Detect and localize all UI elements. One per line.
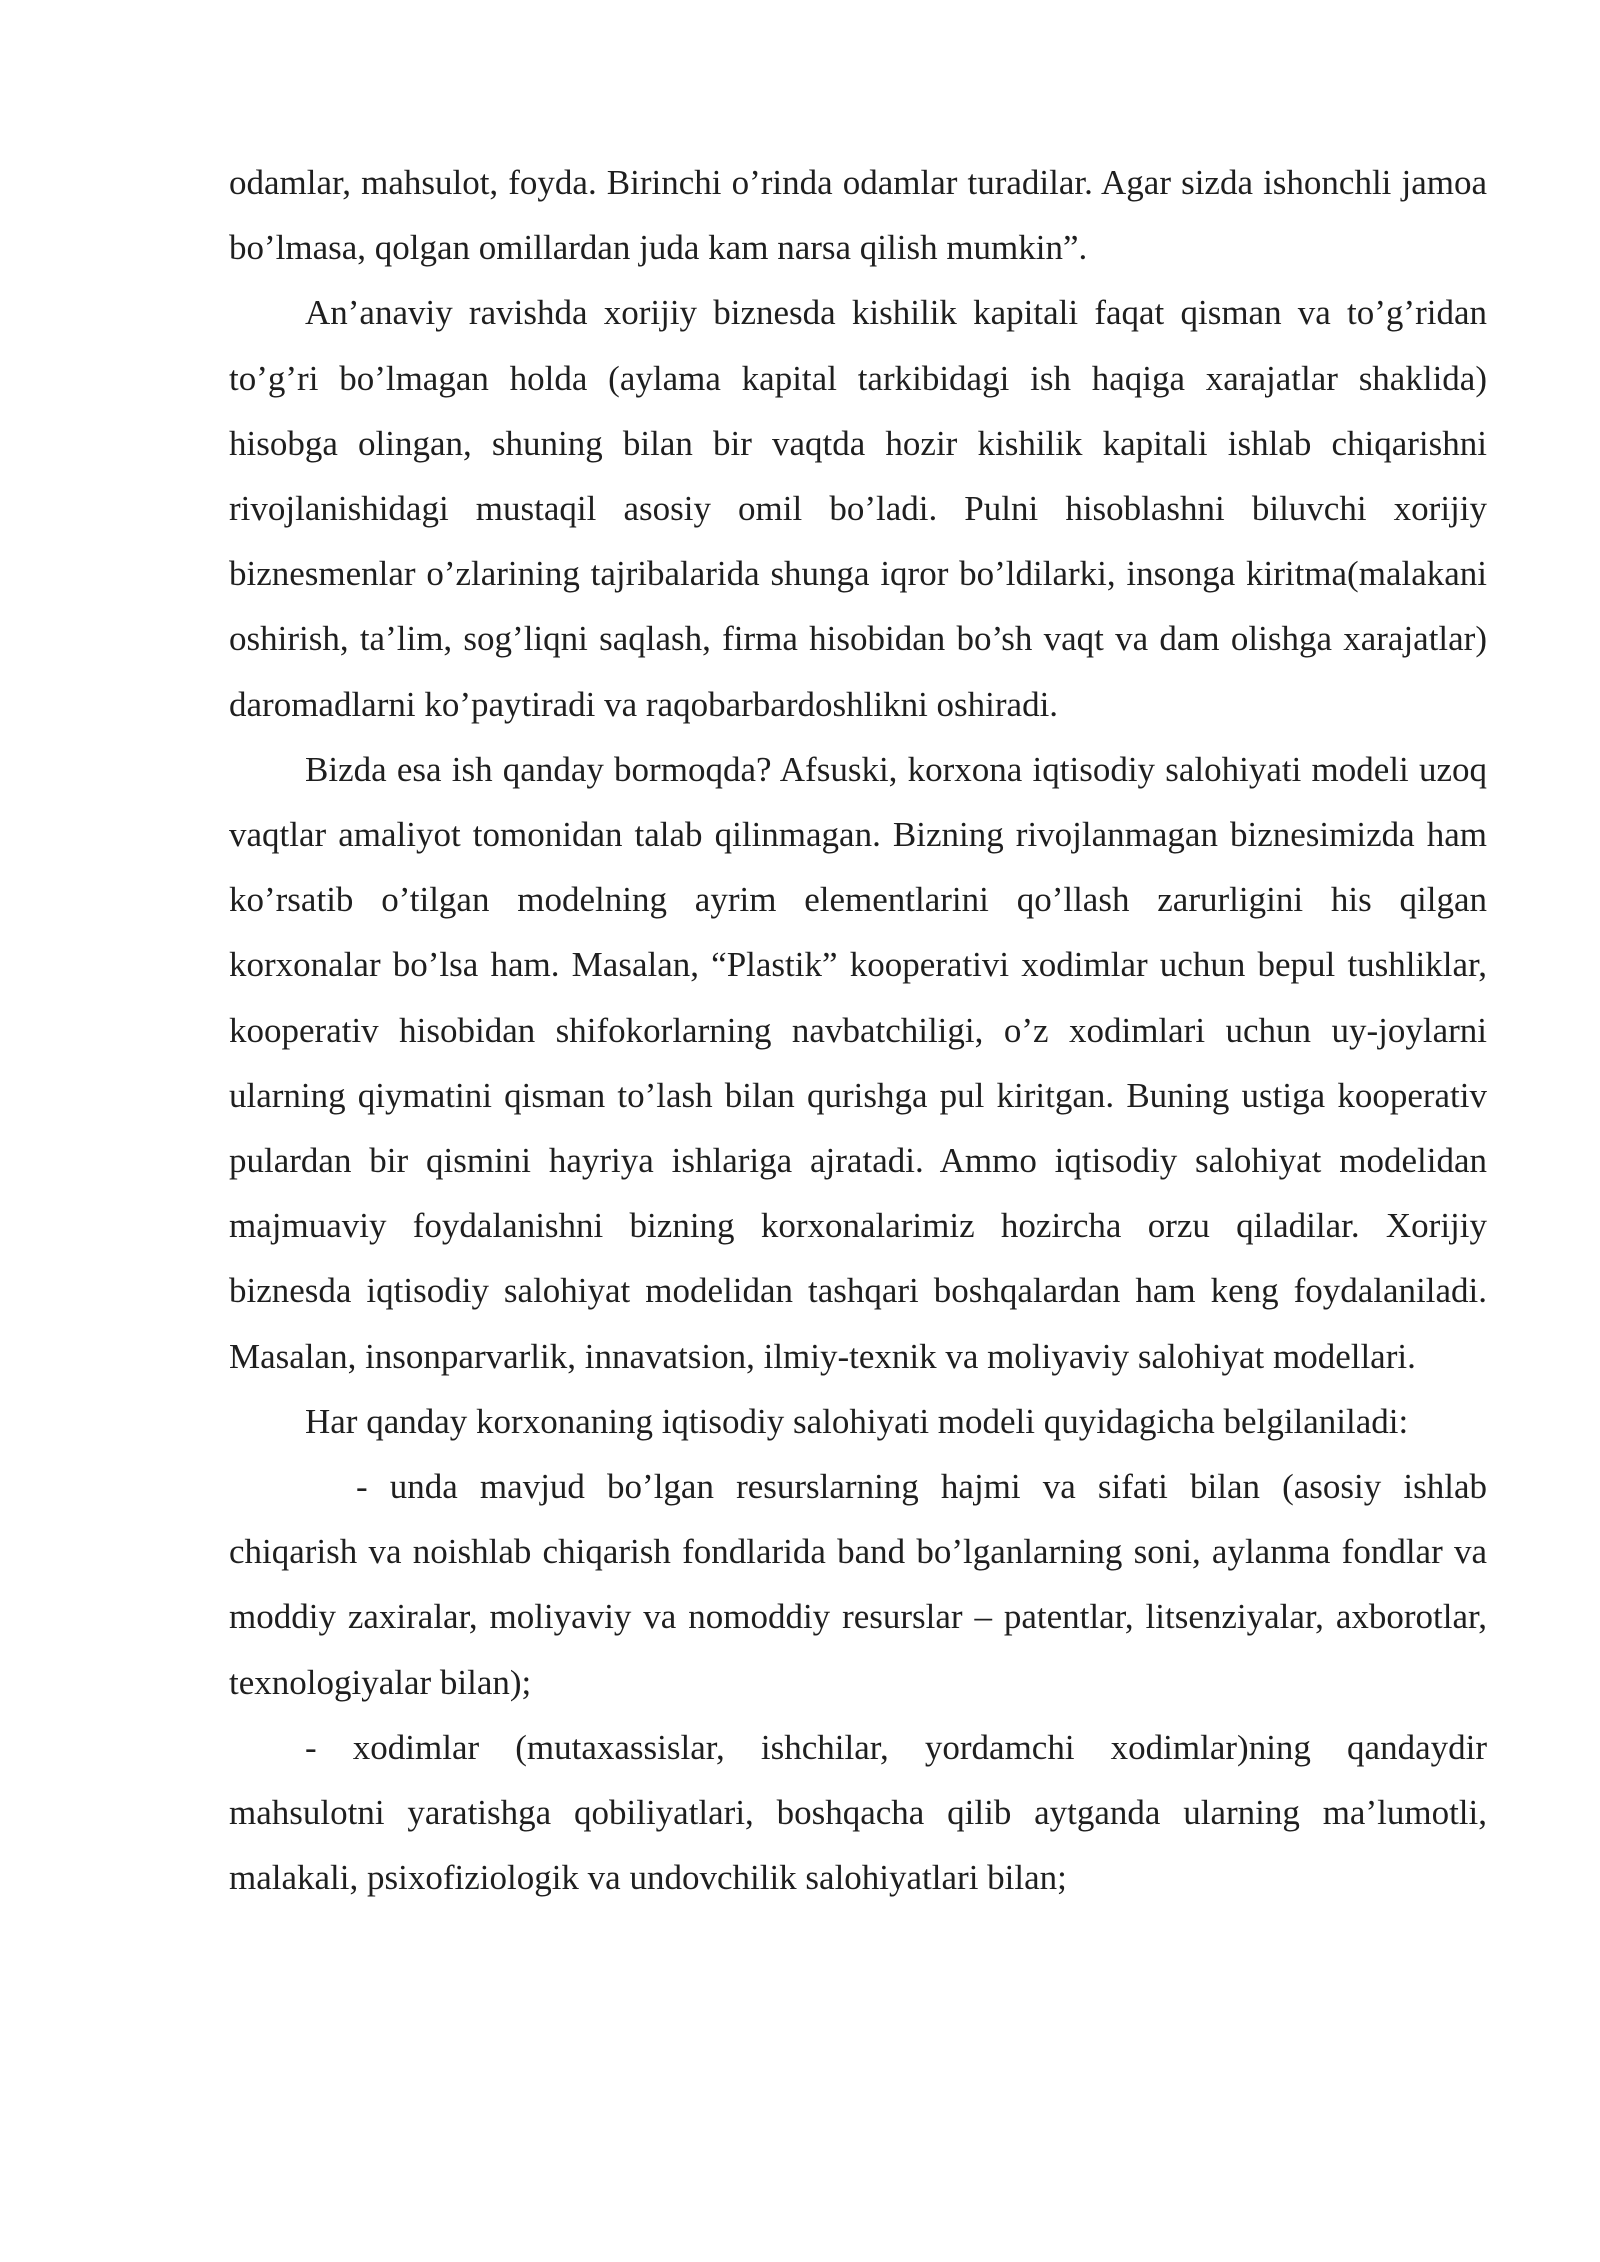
paragraph-continuation: odamlar, mahsulot, foyda. Birinchi o’rinda odamlar turadilar. Agar sizda ishonchli jamoa bo’lmasa, qolgan omillardan juda kam narsa qilish mumkin”. <box>229 163 1487 268</box>
paragraph-local-practice: Bizda esa ish qanday bormoqda? Afsuski, korxona iqtisodiy salohiyati modeli uzoq vaqtlar amaliyot tomonidan talab qilinmagan. Bizning rivojlanmagan biznesimizda ham ko’rsatib o’tilgan modelning ayrim elementlarini qo’llash zarurligini his qilgan korxonalar bo’lsa ham. Masalan, “Plastik” kooperativi xodimlar uchun bepul tushliklar, kooperativ hisobidan shifokorlarning navbatchiligi, o’z xodimlari uchun uy-joylarni ularning qiymatini qisman to’lash bilan qurishga pul kiritgan. Buning ustiga kooperativ pulardan bir qismini hayriya ishlariga ajratadi. Ammo iqtisodiy salohiyat modelidan majmuaviy foydalanishni bizning korxonalarimiz hozircha orzu qiladilar. Xorijiy biznesda iqtisodiy salohiyat modelidan tashqari boshqalardan ham keng foydalaniladi. Masalan, insonparvarlik, innavatsion, ilmiy-texnik va moliyaviy salohiyat modellari. <box>229 749 1487 1376</box>
paragraph-human-capital: An’anaviy ravishda xorijiy biznesda kishilik kapitali faqat qisman va to’g’ridan to’g’ri bo’lmagan holda (aylama kapital tarkibidagi ish haqiga xarajatlar shaklida) hisobga olingan, shuning bilan bir vaqtda hozir kishilik kapitali ishlab chiqarishni rivojlanishidagi mustaqil asosiy omil bo’ladi. Pulni hisoblashni biluvchi xorijiy biznesmenlar o’zlarining tajribalarida shunga iqror bo’ldilarki, insonga kiritma(malakani oshirish, ta’lim, sog’liqni saqlash, firma hisobidan bo’sh vaqt va dam olishga xarajatlar) daromadlarni ko’paytiradi va raqobarbardoshlikni oshiradi. <box>229 293 1487 724</box>
document-page <box>229 150 1487 1910</box>
list-item-resources: - unda mavjud bo’lgan resurslarning hajmi va sifati bilan (asosiy ishlab chiqarish va noishlab chiqarish fondlarida band bo’lganlarning soni, aylanma fondlar va moddiy zaxiralar, moliyaviy va nomoddiy resurslar – patentlar, litsenziyalar, axborotlar, texnologiyalar bilan); <box>229 1467 1487 1702</box>
paragraph-model-definition: Har qanday korxonaning iqtisodiy salohiyati modeli quyidagicha belgilaniladi: <box>305 1401 1409 1441</box>
list-item-staff-abilities: - xodimlar (mutaxassislar, ishchilar, yordamchi xodimlar)ning qandaydir mahsulotni yaratishga qobiliyatlari, boshqacha qilib aytganda ularning ma’lumotli, malakali, psixofiziologik va undovchilik salohiyatlari bilan; <box>229 1727 1487 1898</box>
